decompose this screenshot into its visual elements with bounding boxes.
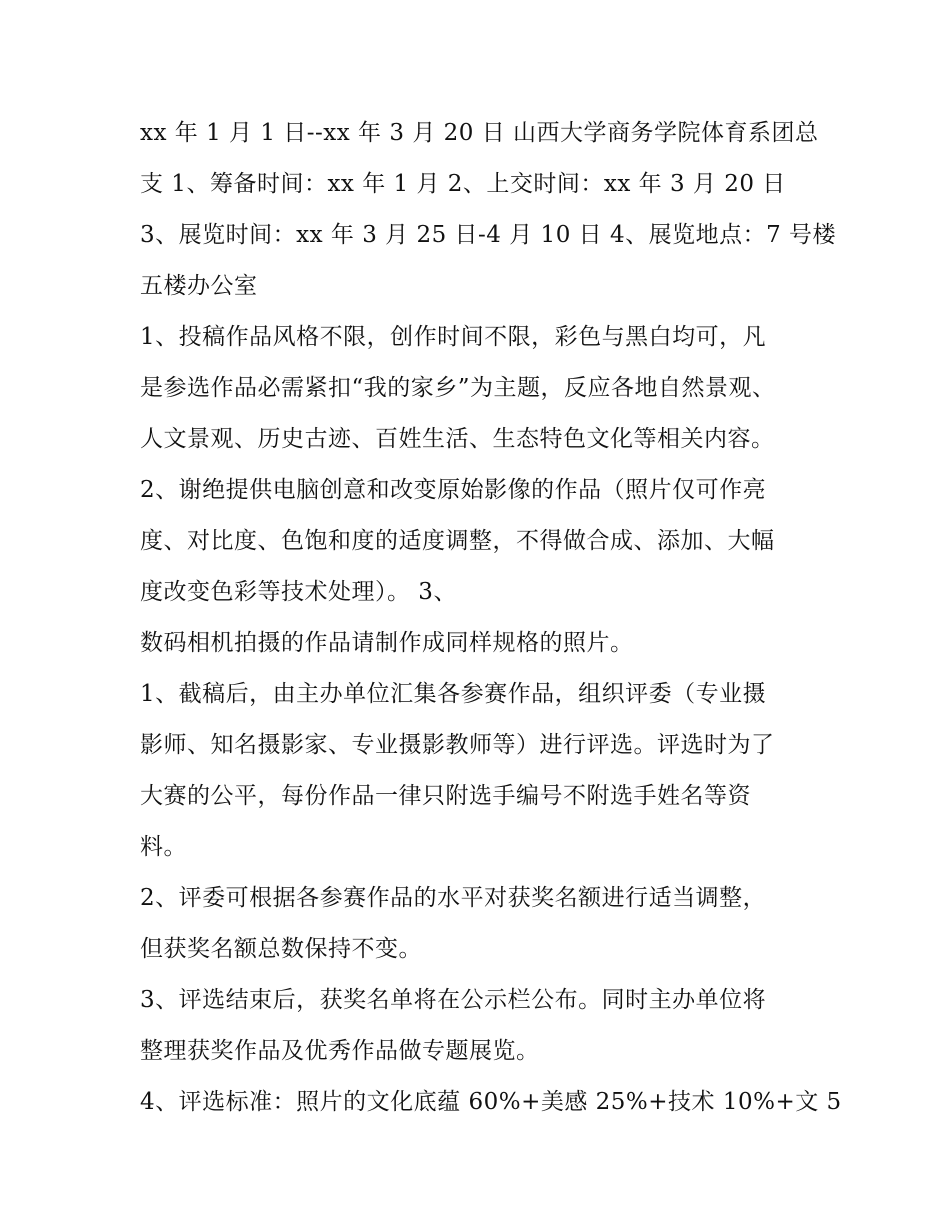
- text-line: 4、评选标准：照片的文化底蕴 60%+美感 25%+技术 10%+文 5: [140, 1089, 842, 1115]
- text-line: 1、投稿作品风格不限，创作时间不限，彩色与黑白均可，凡: [140, 324, 767, 350]
- text-line: 度、对比度、色饱和度的适度调整，不得做合成、添加、大幅: [140, 528, 775, 554]
- text-line: 支 1、筹备时间：xx 年 1 月 2、上交时间：xx 年 3 月 20 日: [140, 171, 786, 197]
- text-line: 影师、知名摄影家、专业摄影教师等）进行评选。评选时为了: [140, 732, 775, 758]
- text-line: 1、截稿后，由主办单位汇集各参赛作品，组织评委（专业摄: [140, 681, 767, 707]
- text-line: 2、谢绝提供电脑创意和改变原始影像的作品（照片仅可作亮: [140, 477, 767, 503]
- text-line: 大赛的公平，每份作品一律只附选手编号不附选手姓名等资: [140, 783, 751, 809]
- text-line: 3、展览时间：xx 年 3 月 25 日-4 月 10 日 4、展览地点：7 号楼: [140, 222, 837, 248]
- text-line: 但获奖名额总数保持不变。: [140, 936, 422, 962]
- text-line: 2、评委可根据各参赛作品的水平对获奖名额进行适当调整，: [140, 885, 767, 911]
- text-line: xx 年 1 月 1 日--xx 年 3 月 20 日 山西大学商务学院体育系团总: [140, 120, 819, 146]
- text-line: 五楼办公室: [140, 273, 258, 299]
- document-body: [140, 108, 842, 1128]
- text-line: 人文景观、历史古迹、百姓生活、生态特色文化等相关内容。: [140, 426, 775, 452]
- text-line: 料。: [140, 834, 187, 860]
- text-line: 度改变色彩等技术处理）。 3、: [140, 579, 457, 605]
- text-line: 数码相机拍摄的作品请制作成同样规格的照片。: [140, 630, 634, 656]
- text-line: 是参选作品必需紧扣“我的家乡”为主题，反应各地自然景观、: [140, 375, 776, 401]
- text-line: 3、评选结束后，获奖名单将在公示栏公布。同时主办单位将: [140, 987, 767, 1013]
- text-line: 整理获奖作品及优秀作品做专题展览。: [140, 1038, 540, 1064]
